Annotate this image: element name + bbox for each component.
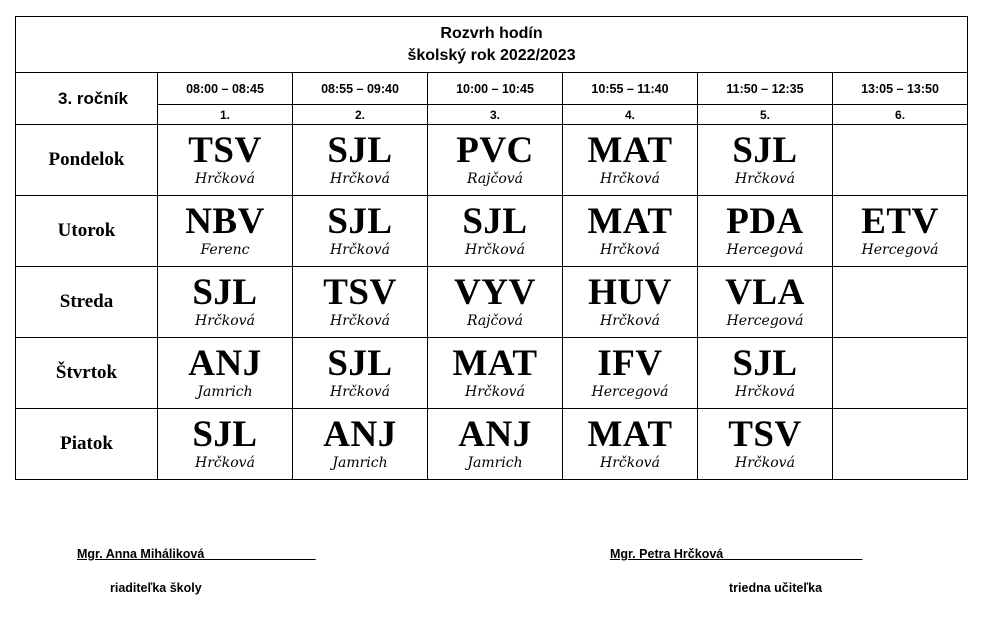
lesson-cell (158, 338, 293, 409)
period-number: 6. (833, 105, 968, 125)
subject: PDA (726, 200, 804, 242)
period-number: 1. (158, 105, 293, 125)
lesson-cell (158, 409, 293, 480)
teacher: Hercegová (726, 312, 804, 329)
teacher: Jamrich (332, 454, 388, 471)
class-teacher-role: triedna učiteľka (729, 581, 823, 595)
day-name: Utorok (16, 196, 158, 267)
subject: HUV (588, 271, 672, 313)
subject: IFV (597, 342, 663, 384)
subject: TSV (188, 129, 262, 171)
period-time: 13:05 – 13:50 (833, 73, 968, 105)
lesson-cell (563, 125, 698, 196)
subject: SJL (327, 200, 393, 242)
lesson-cell (833, 338, 968, 409)
day-name: Piatok (16, 409, 158, 480)
subject: SJL (462, 200, 528, 242)
schedule-table (15, 16, 968, 480)
subject: SJL (192, 271, 258, 313)
lesson-cell (293, 409, 428, 480)
lesson-cell (158, 196, 293, 267)
subject: SJL (732, 129, 798, 171)
lesson-cell (293, 196, 428, 267)
period-number: 3. (428, 105, 563, 125)
subject: VLA (725, 271, 805, 313)
lesson-cell (293, 267, 428, 338)
lesson-cell (698, 267, 833, 338)
teacher: Rajčová (466, 312, 524, 329)
lesson-cell (428, 267, 563, 338)
teacher: Hrčková (330, 383, 390, 400)
lesson-cell (428, 125, 563, 196)
teacher: Hrčková (330, 312, 390, 329)
teacher: Hrčková (465, 383, 525, 400)
lesson-cell (428, 409, 563, 480)
subject: MAT (587, 200, 673, 242)
subject: PVC (456, 129, 534, 171)
subject: MAT (587, 413, 673, 455)
school-year: školský rok 2022/2023 (407, 46, 576, 64)
teacher: Hrčková (465, 241, 525, 258)
day-row (16, 267, 968, 338)
lesson-cell (698, 338, 833, 409)
day-row (16, 338, 968, 409)
teacher: Hrčková (600, 241, 660, 258)
class-label: 3. ročník (16, 73, 158, 125)
period-number: 2. (293, 105, 428, 125)
lesson-cell (563, 196, 698, 267)
lesson-cell (158, 125, 293, 196)
day-name: Streda (16, 267, 158, 338)
lesson-cell (698, 409, 833, 480)
subject: NBV (185, 200, 265, 242)
class-teacher-name: Mgr. Petra Hrčková____________________ (610, 547, 863, 561)
teacher: Hrčková (195, 312, 255, 329)
lesson-cell (158, 267, 293, 338)
teacher: Hercegová (591, 383, 669, 400)
teacher: Jamrich (467, 454, 523, 471)
teacher: Hrčková (195, 170, 255, 187)
lesson-cell (428, 196, 563, 267)
period-time: 10:00 – 10:45 (428, 73, 563, 105)
lesson-cell (833, 267, 968, 338)
day-name: Štvrtok (16, 338, 158, 409)
subject: SJL (327, 129, 393, 171)
day-row (16, 196, 968, 267)
day-row (16, 409, 968, 480)
lesson-cell (833, 409, 968, 480)
lesson-cell (428, 338, 563, 409)
teacher: Hrčková (735, 170, 795, 187)
schedule-title-cell (16, 17, 968, 73)
subject: ANJ (323, 413, 397, 455)
principal-signature-line (77, 547, 316, 561)
period-time: 10:55 – 11:40 (563, 73, 698, 105)
lesson-cell (833, 125, 968, 196)
principal-role: riaditeľka školy (110, 581, 202, 595)
day-row (16, 125, 968, 196)
teacher: Hrčková (600, 312, 660, 329)
period-time: 08:55 – 09:40 (293, 73, 428, 105)
subject: VYV (454, 271, 536, 313)
teacher: Hrčková (330, 241, 390, 258)
teacher: Hrčková (195, 454, 255, 471)
period-number: 5. (698, 105, 833, 125)
teacher: Hercegová (726, 241, 804, 258)
lesson-cell (698, 125, 833, 196)
teacher: Hercegová (861, 241, 939, 258)
subject: MAT (452, 342, 538, 384)
subject: SJL (732, 342, 798, 384)
lesson-cell (698, 196, 833, 267)
teacher: Hrčková (735, 383, 795, 400)
teacher: Hrčková (600, 454, 660, 471)
teacher: Ferenc (200, 241, 250, 258)
schedule-title: Rozvrh hodín (440, 24, 543, 42)
subject: ANJ (458, 413, 532, 455)
lesson-cell (563, 409, 698, 480)
lesson-cell (293, 338, 428, 409)
principal-name: Mgr. Anna Miháliková________________ (77, 547, 316, 561)
subject: SJL (192, 413, 258, 455)
period-time: 08:00 – 08:45 (158, 73, 293, 105)
subject: ETV (861, 200, 939, 242)
subject: TSV (323, 271, 397, 313)
period-number: 4. (563, 105, 698, 125)
lesson-cell (563, 338, 698, 409)
lesson-cell (833, 196, 968, 267)
lesson-cell (293, 125, 428, 196)
subject: ANJ (188, 342, 262, 384)
teacher: Rajčová (466, 170, 524, 187)
day-name: Pondelok (16, 125, 158, 196)
teacher-signature-line (610, 547, 862, 561)
lesson-cell (563, 267, 698, 338)
teacher: Hrčková (330, 170, 390, 187)
teacher: Hrčková (600, 170, 660, 187)
subject: SJL (327, 342, 393, 384)
teacher: Jamrich (197, 383, 253, 400)
subject: TSV (728, 413, 802, 455)
period-time: 11:50 – 12:35 (698, 73, 833, 105)
subject: MAT (587, 129, 673, 171)
teacher: Hrčková (735, 454, 795, 471)
